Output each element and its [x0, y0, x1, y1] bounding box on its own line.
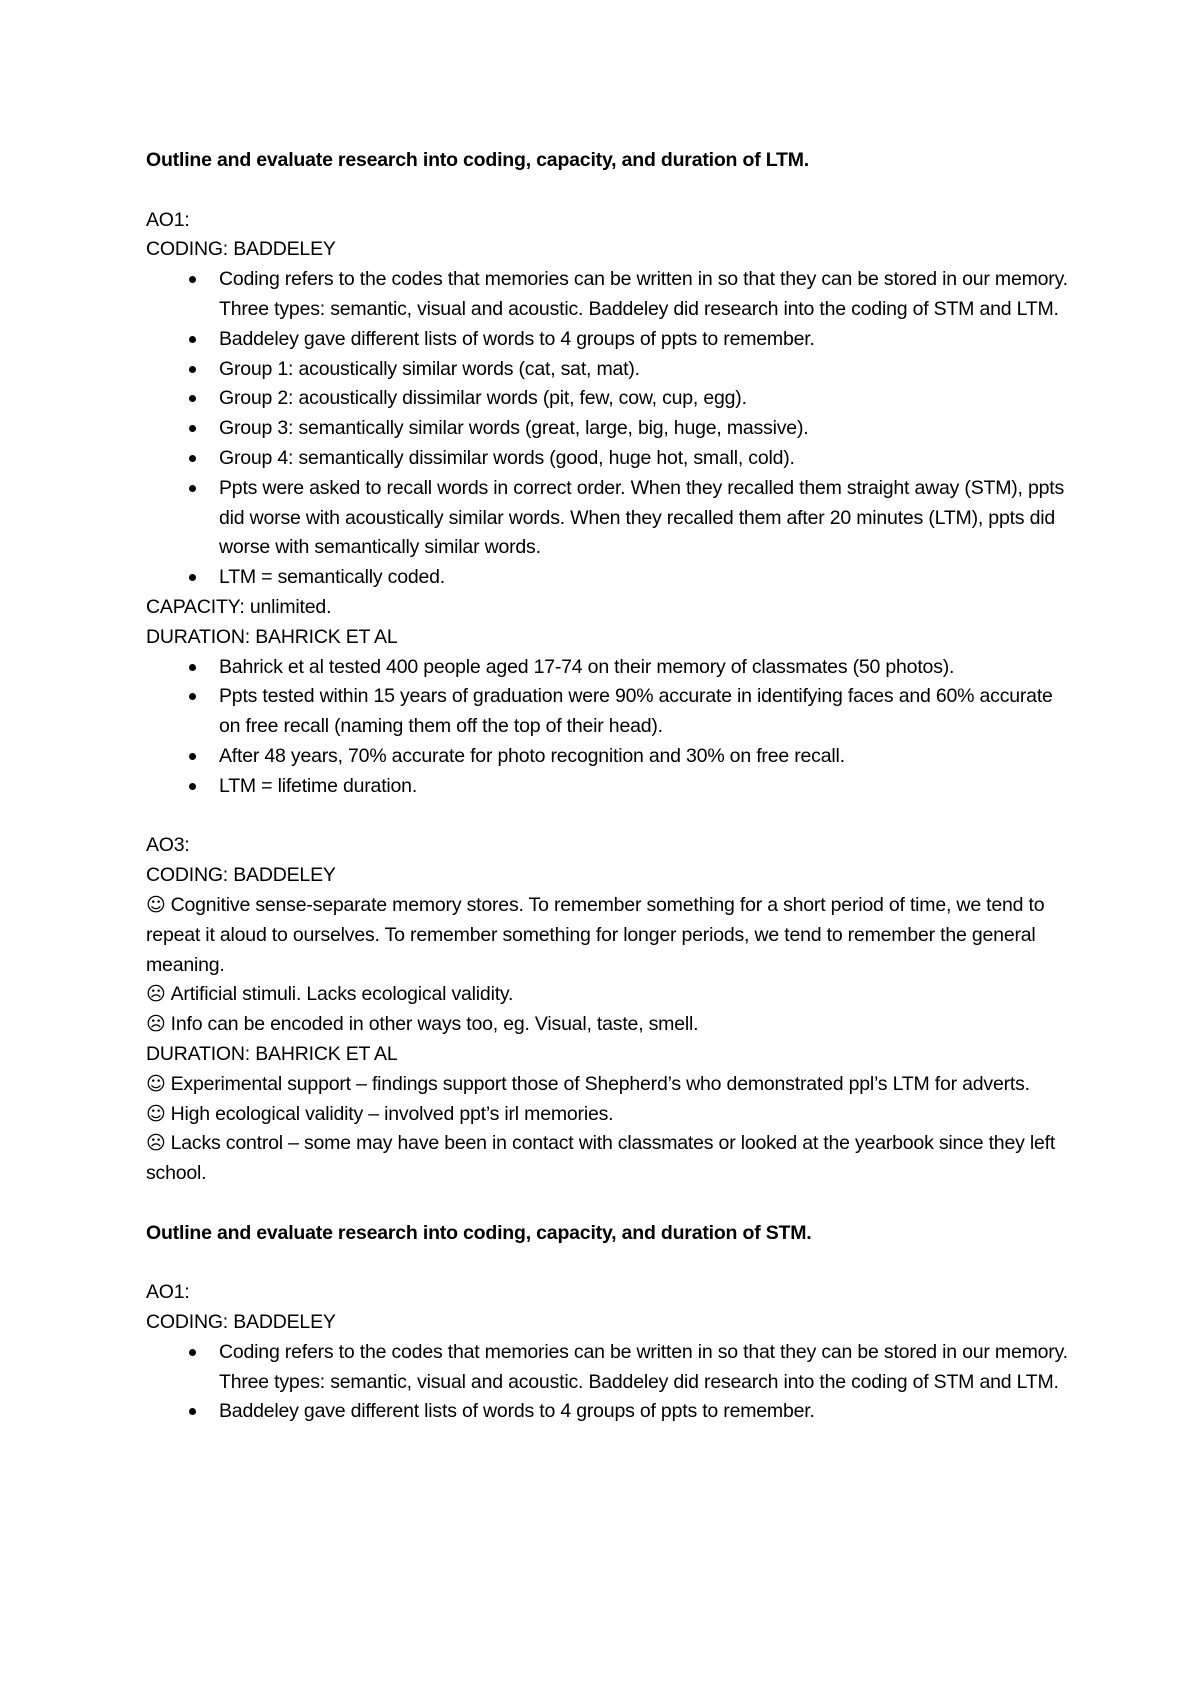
- evaluation-text: Artificial stimuli. Lacks ecological validity.: [170, 983, 514, 1006]
- subheading-duration-bahrick-eval: DURATION: BAHRICK ET AL: [146, 1042, 398, 1065]
- subheading-coding-baddeley: CODING: BADDELEY: [146, 1311, 336, 1334]
- evaluation-text: Experimental support – findings support those of Shepherd’s who demonstrated ppl’s LTM for adverts.: [170, 1072, 1030, 1095]
- evaluation-point: [146, 1070, 1076, 1100]
- list-item: Coding refers to the codes that memories can be written in so that they can be stored in our memory. Three types: semantic, visual and acoustic. Baddeley did research into the coding of STM and LTM.: [146, 265, 1076, 325]
- evaluation-point: [146, 1100, 1076, 1130]
- evaluation-point: [146, 891, 1076, 980]
- list-item: Coding refers to the codes that memories can be written in so that they can be stored in our memory. Three types: semantic, visual and acoustic. Baddeley did research into the coding of STM and LTM.: [146, 1338, 1076, 1398]
- document-content: [146, 146, 1076, 1427]
- list-item: Baddeley gave different lists of words to 4 groups of ppts to remember.: [146, 1397, 1076, 1427]
- bullet-list-coding-stm: [146, 1338, 1076, 1427]
- ao3-label: AO3:: [146, 834, 190, 857]
- evaluation-text: High ecological validity – involved ppt’s irl memories.: [170, 1102, 614, 1125]
- subheading-coding-baddeley: CODING: BADDELEY: [146, 238, 336, 261]
- evaluation-list-duration: [146, 1070, 1076, 1189]
- list-item: Group 3: semantically similar words (great, large, big, huge, massive).: [146, 414, 1076, 444]
- list-item: Ppts tested within 15 years of graduation were 90% accurate in identifying faces and 60% accurate on free recall (naming them off the top of their head).: [146, 682, 1076, 742]
- evaluation-point: [146, 1129, 1076, 1189]
- evaluation-text: Cognitive sense-separate memory stores. To remember something for a short period of time, we tend to repeat it aloud to ourselves. To remember something for longer periods, we tend to remember the general meaning.: [146, 893, 1045, 976]
- section-heading-ltm: Outline and evaluate research into coding, capacity, and duration of LTM.: [146, 149, 809, 171]
- frowning-face-icon: ☹: [146, 1132, 166, 1155]
- subheading-duration-bahrick: DURATION: BAHRICK ET AL: [146, 625, 398, 648]
- evaluation-list-coding: [146, 891, 1076, 1040]
- evaluation-point: [146, 1010, 1076, 1040]
- smiley-face-icon: ☺: [146, 893, 166, 916]
- smiley-face-icon: ☺: [146, 1072, 166, 1095]
- evaluation-text: Lacks control – some may have been in contact with classmates or looked at the yearbook since they left school.: [146, 1132, 1056, 1185]
- subheading-capacity: CAPACITY: unlimited.: [146, 595, 332, 618]
- bullet-list-duration: [146, 653, 1076, 802]
- list-item: LTM = lifetime duration.: [146, 772, 1076, 802]
- list-item: After 48 years, 70% accurate for photo recognition and 30% on free recall.: [146, 742, 1076, 772]
- smiley-face-icon: ☺: [146, 1102, 166, 1125]
- frowning-face-icon: ☹: [146, 1013, 166, 1036]
- list-item: Group 4: semantically dissimilar words (good, huge hot, small, cold).: [146, 444, 1076, 474]
- list-item: Baddeley gave different lists of words to 4 groups of ppts to remember.: [146, 325, 1076, 355]
- list-item: LTM = semantically coded.: [146, 563, 1076, 593]
- evaluation-point: [146, 980, 1076, 1010]
- frowning-face-icon: ☹: [146, 983, 166, 1006]
- list-item: Group 2: acoustically dissimilar words (pit, few, cow, cup, egg).: [146, 384, 1076, 414]
- list-item: Ppts were asked to recall words in correct order. When they recalled them straight away (STM), ppts did worse with acoustically similar words. When they recalled them after 20 minutes (LTM), ppts did worse with semantically similar words.: [146, 474, 1076, 563]
- subheading-coding-baddeley-eval: CODING: BADDELEY: [146, 864, 336, 887]
- bullet-list-coding: [146, 265, 1076, 593]
- evaluation-text: Info can be encoded in other ways too, eg. Visual, taste, smell.: [170, 1013, 699, 1036]
- list-item: Group 1: acoustically similar words (cat, sat, mat).: [146, 355, 1076, 385]
- ao1-label: AO1:: [146, 1281, 190, 1304]
- list-item: Bahrick et al tested 400 people aged 17-74 on their memory of classmates (50 photos).: [146, 653, 1076, 683]
- section-heading-stm: Outline and evaluate research into coding, capacity, and duration of STM.: [146, 1221, 812, 1244]
- ao1-label: AO1:: [146, 208, 190, 231]
